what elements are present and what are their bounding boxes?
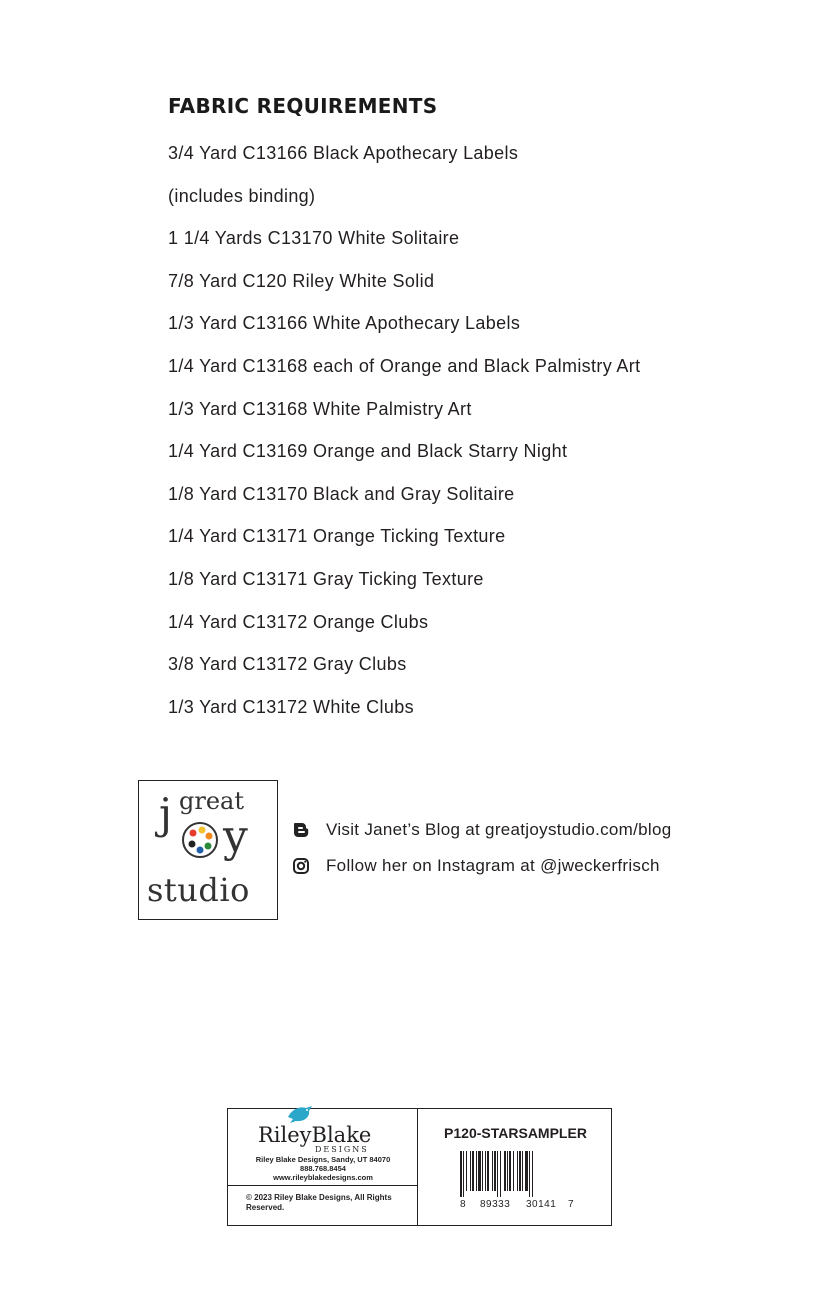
barcode-bar <box>529 1151 530 1197</box>
instagram-link[interactable] <box>292 856 660 876</box>
instagram-icon <box>292 857 310 875</box>
list-item: 1/4 Yard C13172 Orange Clubs <box>168 611 429 632</box>
publisher-address: Riley Blake Designs, Sandy, UT 84070 <box>255 1155 391 1164</box>
copyright-text: © 2023 Riley Blake Designs, All Rights Reserved. <box>246 1193 392 1212</box>
barcode-bar <box>507 1151 508 1191</box>
publisher-info <box>228 1109 418 1225</box>
bird-icon <box>286 1103 314 1125</box>
barcode-bar <box>525 1151 528 1191</box>
list-item: 1/3 Yard C13166 White Apothecary Labels <box>168 313 521 334</box>
great-joy-studio-logo <box>138 780 278 920</box>
list-item: 1/8 Yard C13170 Black and Gray Solitaire <box>168 483 515 504</box>
barcode-digits-right: 30141 <box>526 1199 557 1210</box>
divider <box>228 1185 417 1186</box>
blog-link[interactable] <box>292 820 672 840</box>
barcode-bar <box>517 1151 518 1191</box>
barcode-bar <box>522 1151 523 1191</box>
blogger-icon <box>292 821 310 839</box>
designs-wordmark: DESIGNS <box>315 1145 369 1154</box>
barcode-bar <box>500 1151 501 1197</box>
blog-text: Visit Janet’s Blog at greatjoystudio.com/blog <box>326 820 672 839</box>
barcode-bar <box>460 1151 462 1197</box>
list-item: 1/3 Yard C13172 White Clubs <box>168 696 414 717</box>
barcode-bar <box>504 1151 506 1191</box>
logo-letter-j: j <box>159 789 173 838</box>
barcode-digit-lead: 8 <box>460 1199 467 1210</box>
barcode-bar <box>482 1151 483 1191</box>
barcode-bar <box>476 1151 477 1191</box>
barcode-bar <box>509 1151 511 1191</box>
logo-word-studio: studio <box>147 871 250 909</box>
list-item: (includes binding) <box>168 185 316 206</box>
barcode-bar <box>494 1151 496 1191</box>
product-sku: P120-STARSAMPLER <box>444 1125 587 1141</box>
barcode-bar <box>470 1151 471 1191</box>
list-item: 1/4 Yard C13171 Orange Ticking Texture <box>168 526 506 547</box>
instagram-text: Follow her on Instagram at @jweckerfrisch <box>326 856 660 875</box>
barcode-bar <box>487 1151 489 1191</box>
riley-blake-logo: RileyBlake <box>258 1123 372 1147</box>
logo-word-great: great <box>179 787 244 815</box>
barcode-bar <box>532 1151 533 1197</box>
list-item: 1/4 Yard C13169 Orange and Black Starry Night <box>168 441 568 462</box>
barcode-bar <box>485 1151 486 1191</box>
barcode-digits-left: 89333 <box>480 1199 511 1210</box>
barcode-bar <box>472 1151 474 1191</box>
fabric-requirements-heading: FABRIC REQUIREMENTS <box>168 94 438 118</box>
publisher-footer <box>227 1108 612 1226</box>
list-item: 1/4 Yard C13168 each of Orange and Black Palmistry Art <box>168 355 641 376</box>
list-item: 7/8 Yard C120 Riley White Solid <box>168 270 435 291</box>
barcode-bar <box>463 1151 464 1197</box>
logo-letter-y: y <box>223 811 248 862</box>
publisher-phone: 888.768.8454 <box>300 1164 346 1173</box>
fabric-requirements-list <box>168 141 641 737</box>
barcode-bar <box>466 1151 467 1191</box>
publisher-website[interactable]: www.rileyblakedesigns.com <box>273 1173 373 1182</box>
list-item: 3/8 Yard C13172 Gray Clubs <box>168 654 407 675</box>
list-item: 1/8 Yard C13171 Gray Ticking Texture <box>168 568 484 589</box>
list-item: 1/3 Yard C13168 White Palmistry Art <box>168 398 472 419</box>
barcode-bar <box>513 1151 514 1191</box>
list-item: 1 1/4 Yards C13170 White Solitaire <box>168 228 460 249</box>
barcode-bar <box>519 1151 521 1191</box>
barcode-bar <box>492 1151 493 1191</box>
barcode-bar <box>497 1151 498 1197</box>
barcode-digit-check: 7 <box>568 1199 575 1210</box>
barcode <box>458 1151 576 1199</box>
list-item: 3/4 Yard C13166 Black Apothecary Labels <box>168 143 519 163</box>
palette-icon <box>181 821 219 859</box>
barcode-bar <box>478 1151 481 1191</box>
